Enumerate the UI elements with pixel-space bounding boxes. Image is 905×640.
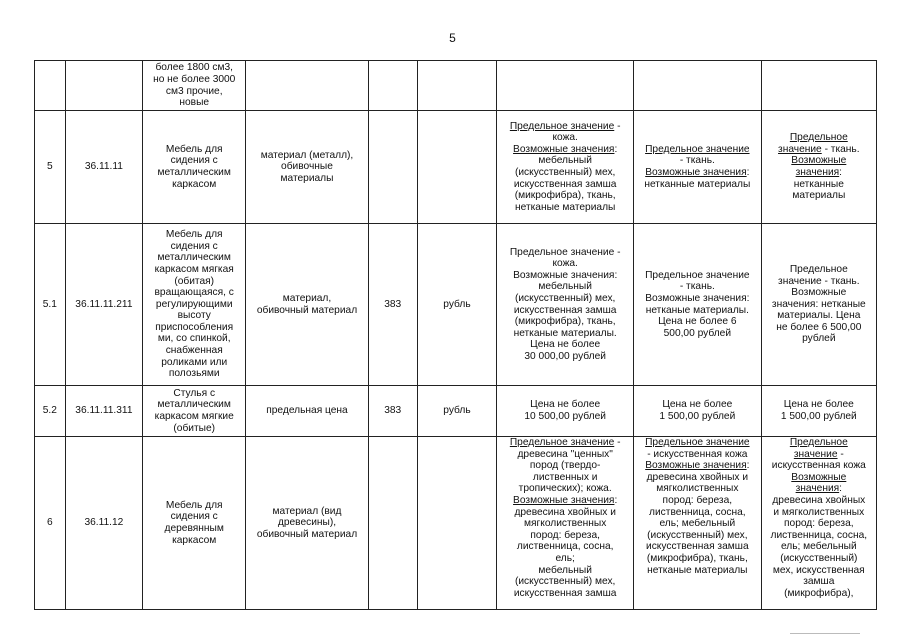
cell-line: предельная цена: [266, 405, 348, 417]
cell-text: Цена не более: [662, 399, 733, 411]
cell-line: [637, 483, 758, 495]
cell-line: Мебель для: [165, 499, 223, 511]
cell-line: металлическим: [157, 252, 231, 264]
cell-line: (обитые): [173, 422, 216, 434]
cell-text: нетканые материалы: [514, 201, 616, 213]
cell-text: ель; мебельный: [659, 518, 736, 530]
cell-text: искусственная замша: [513, 304, 617, 316]
cell-line: [500, 339, 630, 351]
col8-value-cell: [634, 111, 762, 224]
unit-cell: [417, 111, 497, 224]
cell-line: [765, 588, 873, 600]
table-row: [35, 224, 877, 386]
table-row: [35, 61, 877, 111]
cell-line: [500, 541, 630, 553]
cell-text: нетканные: [793, 178, 844, 190]
cell-text: Цена не более: [530, 399, 601, 411]
col7-value-cell: [497, 437, 634, 610]
cell-text: Предельное значение: [645, 269, 750, 281]
cell-line: сидения с: [170, 240, 218, 252]
cell-text: (микрофибра), ткань,: [514, 190, 616, 202]
cell-line: [500, 588, 630, 600]
cell-text: значение: [793, 448, 838, 460]
cell-line: металлическим: [157, 399, 231, 411]
cell-line: каркасом мягкие: [154, 411, 234, 422]
cell-line: новые: [179, 97, 210, 109]
okei-code-cell: 383: [368, 386, 417, 437]
cell-line: [500, 472, 630, 484]
cell-text: Возможные: [791, 471, 847, 483]
cell-line: [637, 305, 758, 317]
cell-text: материалы. Цена: [777, 310, 861, 322]
cell-text: Возможные значения:: [645, 292, 750, 304]
row-number-cell: 5.1: [35, 224, 66, 386]
cell-text: лиственница, сосна,: [770, 529, 868, 541]
cell-suffix: - ткань.: [821, 143, 860, 155]
cell-line: обивочный материал: [256, 304, 358, 316]
page-number: 5: [449, 31, 456, 45]
cell-text: (искусственный) мех,: [647, 529, 748, 541]
characteristic-cell: [246, 437, 368, 610]
cell-line: [637, 328, 758, 340]
cell-line: [500, 495, 630, 507]
cell-line: [637, 553, 758, 565]
cell-text: Цена не более 6: [658, 316, 737, 328]
cell-text: искусственная замша: [513, 587, 617, 599]
cell-line: [765, 553, 873, 565]
cell-line: [765, 167, 873, 179]
cell-line: [500, 258, 630, 270]
cell-line: [500, 305, 630, 317]
cell-line: [637, 281, 758, 293]
cell-line: [500, 270, 630, 282]
item-name-cell: [143, 111, 246, 224]
cell-line: [500, 155, 630, 167]
cell-line: Мебель для: [165, 229, 223, 241]
cell-text: значение - ткань.: [778, 275, 860, 287]
cell-text: и мягколиственных: [773, 506, 865, 518]
cell-text: ель;: [555, 552, 575, 564]
cell-line: [500, 507, 630, 519]
col8-value-cell: [634, 61, 762, 111]
cell-text: нетканые материалы.: [645, 304, 749, 316]
cell-text: мех, искусственная: [772, 564, 865, 576]
cell-line: металлическим: [157, 167, 231, 178]
cell-text: рублей: [802, 333, 836, 345]
cell-text: Предельное значение: [509, 437, 615, 448]
cell-text: мебельный: [538, 155, 592, 167]
cell-text: (микрофибра), ткань,: [646, 552, 748, 564]
cell-line: [637, 437, 758, 449]
cell-text: Возможные значения: [513, 143, 615, 155]
col8-value-cell: [634, 437, 762, 610]
cell-text: Возможные: [791, 155, 847, 167]
cell-line: [765, 264, 873, 276]
cell-text: значения: нетканые: [771, 298, 866, 310]
cell-line: [765, 411, 873, 423]
cell-text: мебельный: [538, 564, 592, 576]
cell-text: пород: береза,: [662, 494, 733, 506]
cell-line: сидения с: [170, 511, 218, 523]
cell-text: Цена не более: [530, 339, 601, 351]
unit-cell: [417, 61, 497, 111]
cell-line: деревянным: [164, 523, 224, 534]
cell-line: более 1800 см3,: [155, 62, 233, 74]
cell-line: [765, 495, 873, 507]
okpd-code-cell: 36.11.11.311: [65, 386, 143, 437]
cell-line: [500, 144, 630, 156]
cell-text: мягколиственных: [656, 483, 739, 495]
cell-text: Предельное значение: [509, 120, 615, 132]
col9-value-cell: [761, 111, 876, 224]
cell-line: высоту: [177, 310, 211, 322]
cell-line: [637, 518, 758, 530]
cell-line: материал (вид: [272, 505, 342, 517]
cell-line: [765, 507, 873, 519]
cell-line: [765, 437, 873, 449]
cell-text: Предельное: [789, 263, 848, 275]
cell-line: [765, 322, 873, 334]
okei-code-cell: [368, 437, 417, 610]
cell-line: [500, 281, 630, 293]
cell-line: [637, 155, 758, 167]
cell-text: лиственных и: [532, 471, 598, 483]
cell-text: не более 6 500,00: [776, 321, 862, 333]
cell-line: [500, 437, 630, 449]
cell-line: [500, 179, 630, 191]
cell-text: Предельное: [789, 132, 848, 144]
okpd-code-cell: [65, 61, 143, 111]
cell-line: [765, 472, 873, 484]
cell-line: [765, 299, 873, 311]
cell-line: [765, 565, 873, 577]
cell-line: каркасом: [172, 178, 217, 190]
cell-text: (искусственный): [780, 552, 858, 564]
cell-text: пород: береза,: [530, 529, 600, 541]
characteristic-cell: [246, 111, 368, 224]
col7-value-cell: [497, 386, 634, 437]
cell-line: [765, 276, 873, 288]
cell-line: [765, 483, 873, 495]
cell-text: Предельное: [789, 437, 848, 448]
okei-code-cell: [368, 61, 417, 111]
cell-line: но не более 3000: [153, 73, 236, 85]
cell-text: Возможные значения: [645, 167, 747, 178]
cell-line: каркасом мягкая: [154, 263, 234, 275]
cell-line: [765, 155, 873, 167]
cell-line: [500, 553, 630, 565]
cell-suffix: :: [746, 460, 750, 472]
cell-line: [765, 287, 873, 299]
cell-line: сидения с: [170, 155, 218, 167]
scan-artifact-line: [790, 633, 860, 634]
cell-line: [637, 167, 758, 179]
cell-line: [637, 144, 758, 156]
item-name-cell: [143, 437, 246, 610]
cell-text: - искусственная кожа: [647, 448, 748, 460]
cell-line: [500, 167, 630, 179]
cell-text: лиственница, сосна,: [649, 506, 746, 518]
cell-line: вращающаяся, с: [154, 287, 234, 299]
row-number-cell: 6: [35, 437, 66, 610]
cell-line: [637, 460, 758, 472]
cell-line: [765, 576, 873, 588]
cell-text: Возможные значения: [513, 494, 615, 506]
cell-line: [500, 202, 630, 214]
cell-text: 30 000,00 рублей: [524, 350, 606, 362]
table-row: [35, 386, 877, 437]
cell-text: Цена не более: [783, 399, 854, 411]
cell-line: [500, 483, 630, 495]
col7-value-cell: [497, 224, 634, 386]
cell-line: ми, со спинкой,: [157, 333, 231, 345]
cell-text: Возможные значения: [645, 460, 747, 472]
cell-line: обивочный материал: [256, 528, 358, 540]
cell-text: Предельное значение: [645, 437, 750, 448]
item-name-cell: [143, 224, 246, 386]
cell-line: [765, 333, 873, 345]
cell-line: [765, 541, 873, 553]
col8-value-cell: [634, 386, 762, 437]
cell-line: [500, 530, 630, 542]
cell-text: мебельный: [538, 281, 592, 293]
item-name-cell: [143, 386, 246, 437]
cell-text: пород: береза,: [784, 518, 854, 530]
col9-value-cell: [761, 386, 876, 437]
cell-line: роликами или: [161, 356, 228, 368]
cell-line: [765, 190, 873, 202]
cell-line: [637, 411, 758, 423]
cell-line: [500, 121, 630, 133]
cell-line: [765, 132, 873, 144]
characteristic-cell: [246, 386, 368, 437]
cell-line: [500, 460, 630, 472]
cell-text: (микрофибра),: [784, 587, 854, 599]
cell-line: [637, 179, 758, 191]
cell-text: значения: [795, 167, 840, 178]
okpd-code-cell: 36.11.11.211: [65, 224, 143, 386]
cell-line: [500, 351, 630, 363]
okpd-code-cell: 36.11.11: [65, 111, 143, 224]
cell-text: нетканые материалы: [647, 564, 748, 576]
cell-line: [637, 541, 758, 553]
col7-value-cell: [497, 61, 634, 111]
row-number-cell: [35, 61, 66, 111]
cell-line: материал (металл),: [260, 149, 354, 161]
cell-text: искусственная замша: [646, 541, 749, 553]
row-number-cell: 5: [35, 111, 66, 224]
cell-text: (микрофибра), ткань,: [514, 316, 616, 328]
cell-line: (обитая): [174, 275, 215, 287]
cell-line: [637, 316, 758, 328]
cell-text: 1 500,00 рублей: [659, 411, 736, 422]
cell-text: кожа.: [552, 132, 578, 144]
okei-code-cell: 383: [368, 224, 417, 386]
cell-line: [500, 293, 630, 305]
cell-suffix: :: [839, 483, 842, 495]
cell-line: [500, 565, 630, 577]
cell-line: [500, 449, 630, 461]
cell-line: [637, 507, 758, 519]
cell-line: [765, 460, 873, 472]
cell-text: 1 500,00 рублей: [780, 411, 857, 422]
cell-line: [500, 576, 630, 588]
cell-line: [500, 190, 630, 202]
cell-text: древесина "ценных": [517, 448, 613, 460]
cell-line: каркасом: [172, 534, 217, 546]
okei-code-cell: [368, 111, 417, 224]
cell-text: кожа.: [552, 258, 578, 270]
unit-cell: рубль: [417, 386, 497, 437]
cell-line: [765, 530, 873, 542]
cell-text: искусственная кожа: [771, 460, 866, 472]
cell-text: 500,00 рублей: [663, 327, 732, 339]
cell-line: [500, 518, 630, 530]
characteristic-cell: [246, 224, 368, 386]
requirements-table: [34, 60, 877, 610]
cell-text: - ткань.: [679, 155, 715, 167]
cell-line: обивочные: [281, 161, 333, 173]
cell-line: [765, 179, 873, 191]
table-row: [35, 437, 877, 610]
cell-line: [637, 293, 758, 305]
cell-text: искусственная замша: [513, 178, 617, 190]
cell-text: мягколиственных: [524, 518, 607, 530]
col7-value-cell: [497, 111, 634, 224]
cell-text: тропических); кожа.: [518, 483, 612, 495]
cell-text: Предельное значение -: [509, 246, 621, 258]
cell-line: материалы: [280, 172, 334, 184]
cell-text: (искусственный) мех,: [514, 167, 616, 178]
cell-line: [637, 472, 758, 484]
cell-line: [637, 530, 758, 542]
cell-line: [500, 399, 630, 411]
cell-text: древесина хвойных и: [646, 471, 749, 483]
cell-line: [765, 449, 873, 461]
okpd-code-cell: 36.11.12: [65, 437, 143, 610]
cell-line: [500, 316, 630, 328]
cell-line: [765, 399, 873, 411]
cell-suffix: :: [614, 143, 618, 155]
cell-line: регулирующими: [155, 298, 233, 310]
cell-text: нетканые материалы.: [513, 327, 617, 339]
cell-line: приспособления: [155, 321, 234, 333]
cell-line: [637, 270, 758, 282]
cell-line: [637, 495, 758, 507]
cell-line: [500, 328, 630, 340]
cell-line: снабженная: [165, 345, 223, 357]
col9-value-cell: [761, 61, 876, 111]
cell-line: [765, 144, 873, 156]
unit-cell: рубль: [417, 224, 497, 386]
cell-line: [765, 310, 873, 322]
cell-suffix: -: [837, 448, 844, 460]
cell-line: [637, 449, 758, 461]
cell-line: [637, 399, 758, 411]
cell-line: [637, 565, 758, 577]
cell-suffix: :: [746, 167, 750, 178]
cell-text: значение: [778, 143, 822, 155]
cell-text: - ткань.: [679, 281, 715, 293]
cell-line: [500, 132, 630, 144]
cell-text: замша: [803, 576, 835, 588]
cell-line: [765, 518, 873, 530]
cell-line: материал,: [282, 292, 332, 304]
cell-text: ель; мебельный: [780, 541, 857, 553]
cell-text: древесина хвойных и: [514, 506, 616, 518]
col9-value-cell: [761, 224, 876, 386]
cell-text: пород (твердо-: [529, 460, 601, 472]
cell-line: древесины),: [277, 517, 337, 529]
row-number-cell: 5.2: [35, 386, 66, 437]
col8-value-cell: [634, 224, 762, 386]
cell-text: Возможные: [791, 287, 847, 299]
characteristic-cell: [246, 61, 368, 111]
cell-text: 10 500,00 рублей: [524, 411, 606, 422]
cell-suffix: :: [839, 167, 842, 178]
cell-text: нетканные материалы: [644, 178, 751, 190]
cell-text: (искусственный) мех,: [514, 576, 616, 588]
unit-cell: [417, 437, 497, 610]
cell-suffix: :: [614, 494, 618, 506]
cell-text: лиственница, сосна,: [516, 541, 614, 553]
cell-line: см3 прочие,: [165, 85, 223, 97]
cell-suffix: -: [614, 120, 621, 132]
col9-value-cell: [761, 437, 876, 610]
cell-text: Предельное значение: [645, 143, 750, 155]
cell-text: Возможные значения:: [513, 269, 618, 281]
cell-text: (искусственный) мех,: [514, 292, 616, 304]
cell-line: Стулья с: [173, 387, 216, 399]
cell-suffix: -: [614, 437, 621, 448]
cell-text: значения: [795, 483, 840, 495]
cell-line: полозьями: [168, 368, 220, 380]
cell-text: древесина хвойных: [772, 494, 866, 506]
cell-line: [500, 247, 630, 259]
cell-text: материалы: [792, 190, 846, 202]
cell-line: [500, 411, 630, 423]
table-row: [35, 111, 877, 224]
item-name-cell: [143, 61, 246, 111]
cell-line: Мебель для: [165, 143, 223, 155]
